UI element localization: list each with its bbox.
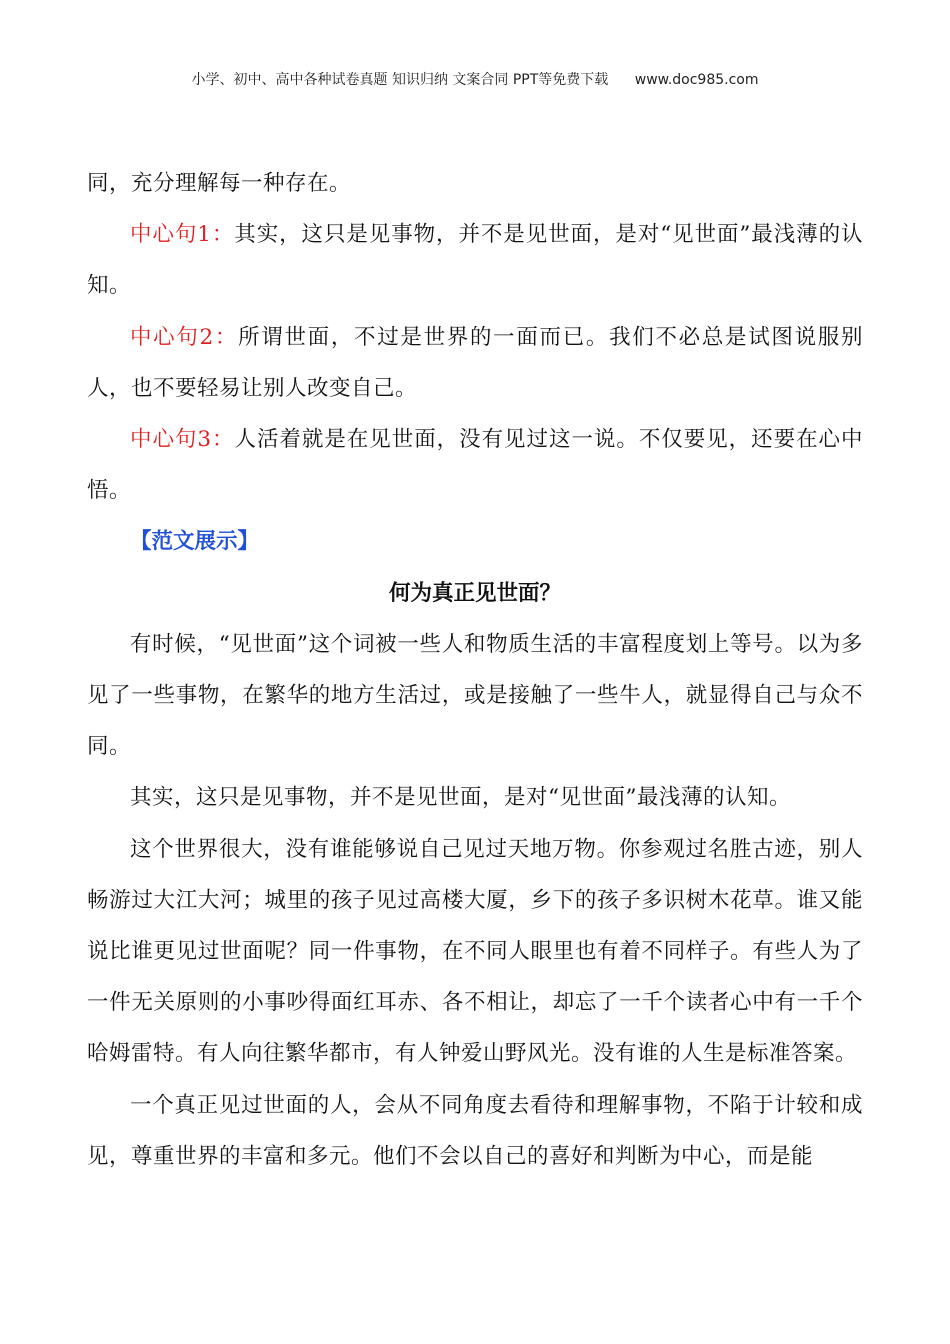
central-sentence-label: 中心句2： xyxy=(130,324,239,350)
page-header xyxy=(0,69,950,89)
header-url[interactable]: www.doc985.com xyxy=(634,72,759,88)
central-sentence-label: 中心句1： xyxy=(130,222,235,248)
header-text: 小学、初中、高中各种试卷真题 知识归纳 文案合同 PPT等免费下载 xyxy=(191,72,609,88)
central-sentence-text: 人活着就是在见世面，没有见过这一说。不仅要见，还要在心中悟。 xyxy=(87,427,863,504)
central-sentence-label: 中心句3： xyxy=(130,427,235,453)
central-sentence-1 xyxy=(87,209,863,311)
document-body xyxy=(87,158,863,1182)
article-paragraph: 其实，这只是见事物，并不是见世面，是对“见世面”最浅薄的认知。 xyxy=(130,785,791,811)
central-sentence-2 xyxy=(87,312,863,414)
article-title: 何为真正见世面？ xyxy=(388,580,561,606)
continuation-paragraph: 同，充分理解每一种存在。 xyxy=(87,171,352,196)
section-heading: 【范文展示】 xyxy=(130,529,260,555)
article-paragraph: 这个世界很大，没有谁能够说自己见过天地万物。你参观过名胜古迹，别人畅游过大江大河；城里的孩子见过高楼大厦，乡下的孩子多识树木花草。谁又能说比谁更见过世面呢？同一件事物，在不同人眼里也有着不同样子。有些人为了一件无关原则的小事吵得面红耳赤、各不相让，却忘了一千个读者心中有一千个哈姆雷特。有人向往繁华都市，有人钟爱山野风光。没有谁的人生是标准答案。 xyxy=(87,836,863,1067)
central-sentence-3 xyxy=(87,414,863,516)
article-paragraph: 一个真正见过世面的人，会从不同角度去看待和理解事物，不陷于计较和成见，尊重世界的丰富和多元。他们不会以自己的喜好和判断为中心，而是能 xyxy=(87,1092,863,1169)
central-sentence-text: 其实，这只是见事物，并不是见世面，是对“见世面”最浅薄的认知。 xyxy=(87,222,863,299)
article-paragraph: 有时候，“见世面”这个词被一些人和物质生活的丰富程度划上等号。以为多见了一些事物，在繁华的地方生活过，或是接触了一些牛人，就显得自己与众不同。 xyxy=(87,631,863,760)
central-sentence-text: 所谓世面，不过是世界的一面而已。我们不必总是试图说服别人，也不要轻易让别人改变自己。 xyxy=(87,324,863,401)
